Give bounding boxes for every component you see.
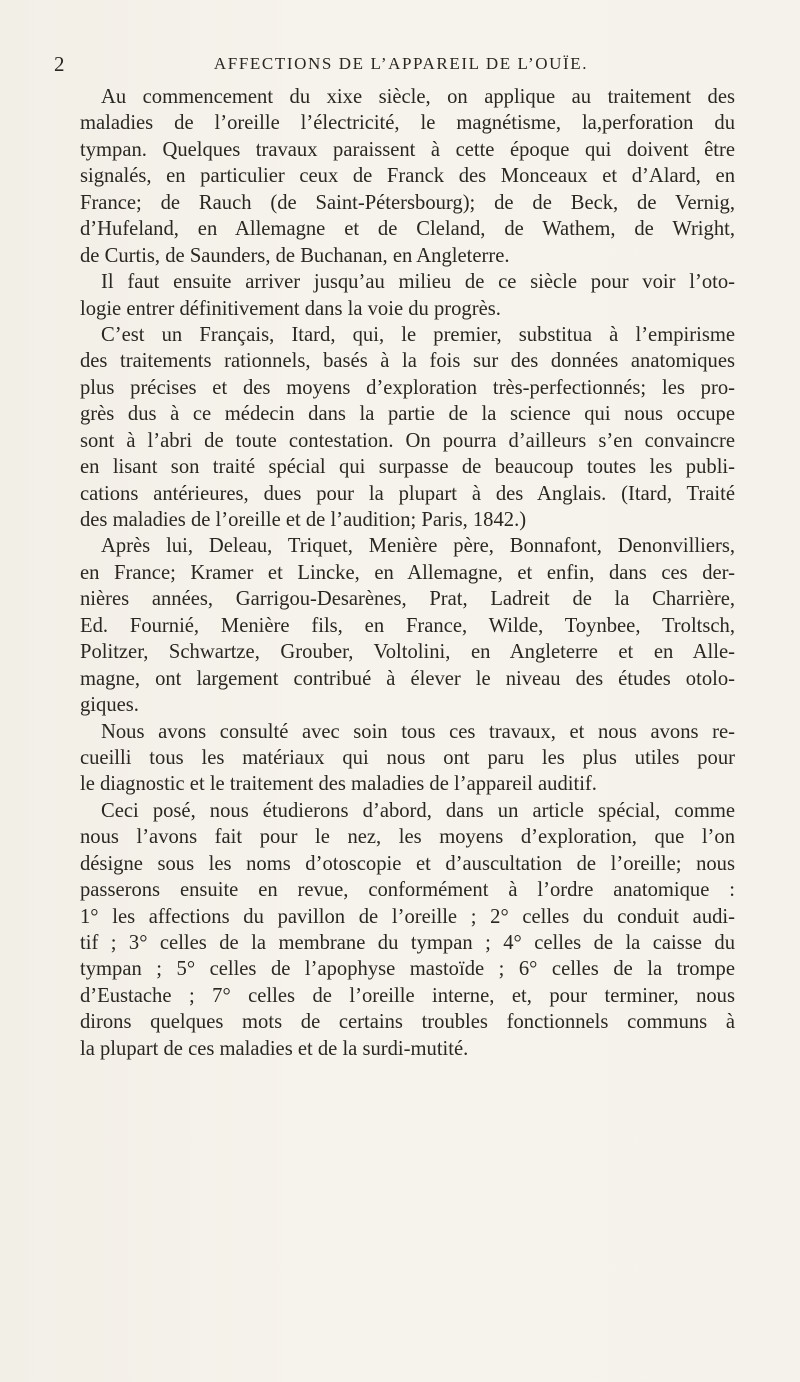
text-line: Au commencement du xixe siècle, on applique au traitement des [101, 86, 735, 108]
running-head [46, 52, 736, 76]
text-line: Politzer, Schwartze, Grouber, Voltolini, en Angleterre et en Alle- [80, 641, 735, 664]
text-line: de Curtis, de Saunders, de Buchanan, en Angleterre. [80, 244, 510, 267]
text-line: sont à l’abri de toute contestation. On pourra d’ailleurs s’en convaincre [80, 429, 735, 452]
text-line: tif ; 3° celles de la membrane du tympan ; 4° celles de la caisse du [80, 932, 735, 954]
text-line: des maladies de l’oreille et de l’audition; Paris, 1842.) [80, 509, 527, 531]
text-line: le diagnostic et le traitement des maladies de l’appareil auditif. [80, 773, 597, 796]
text-line: magne, ont largement contribué à élever le niveau des études otolo- [80, 667, 735, 690]
text-line: dirons quelques mots de certains troubles fonctionnels communs à [80, 1011, 735, 1034]
text-line: Après lui, Deleau, Triquet, Menière père, Bonnafont, Denonvilliers, [101, 535, 735, 558]
text-line: en lisant son traité spécial qui surpasse de beaucoup toutes les publi- [80, 456, 735, 479]
text-line: des traitements rationnels, basés à la fois sur des données anatomiques [80, 350, 735, 373]
text-line: désigne sous les noms d’otoscopie et d’auscultation de l’oreille; nous [80, 852, 735, 875]
text-line: maladies de l’oreille l’électricité, le magnétisme, la,perforation du [80, 112, 735, 135]
text-line: cueilli tous les matériaux qui nous ont paru les plus utiles pour [80, 746, 735, 769]
text-line: Il faut ensuite arriver jusqu’au milieu de ce siècle pour voir l’oto- [101, 271, 735, 294]
running-title: AFFECTIONS DE L’APPAREIL DE L’OUÏE. [213, 54, 589, 73]
body-text [80, 84, 735, 1062]
text-line: Ceci posé, nous étudierons d’abord, dans un article spécial, comme [101, 799, 735, 822]
text-line: en France; Kramer et Lincke, en Allemagne, et enfin, dans ces der- [80, 561, 735, 584]
text-line: nous l’avons fait pour le nez, les moyens d’exploration, que l’on [80, 826, 735, 849]
text-line: grès dus à ce médecin dans la partie de la science qui nous occupe [80, 403, 735, 426]
text-line: Nous avons consulté avec soin tous ces travaux, et nous avons re- [101, 720, 735, 743]
text-line: tympan. Quelques travaux paraissent à cette époque qui doivent être [80, 138, 735, 161]
text-line: signalés, en particulier ceux de Franck des Monceaux et d’Alard, en [80, 165, 735, 188]
text-line: 1° les affections du pavillon de l’oreille ; 2° celles du conduit audi- [80, 905, 735, 928]
text-line: C’est un Français, Itard, qui, le premier, substitua à l’empirisme [101, 323, 735, 346]
text-line: passerons ensuite en revue, conformément à l’ordre anatomique : [80, 879, 735, 902]
text-line: la plupart de ces maladies et de la surdi-mutité. [80, 1037, 469, 1060]
text-line: logie entrer définitivement dans la voie du progrès. [80, 297, 501, 320]
text-line: cations antérieures, dues pour la plupart à des Anglais. (Itard, Traité [80, 482, 735, 505]
page-number: 2 [54, 52, 65, 76]
text-line: Ed. Fournié, Menière fils, en France, Wilde, Toynbee, Troltsch, [80, 614, 735, 637]
text-line: d’Eustache ; 7° celles de l’oreille interne, et, pour terminer, nous [80, 984, 735, 1007]
text-line: giques. [80, 694, 139, 717]
text-line: tympan ; 5° celles de l’apophyse mastoïde ; 6° celles de la trompe [80, 958, 735, 981]
text-line: nières années, Garrigou-Desarènes, Prat, Ladreit de la Charrière, [80, 588, 735, 611]
text-line: d’Hufeland, en Allemagne et de Cleland, de Wathem, de Wright, [80, 218, 735, 241]
text-line: France; de Rauch (de Saint-Pétersbourg); de de Beck, de Vernig, [80, 191, 735, 214]
text-line: plus précises et des moyens d’exploration très-perfectionnés; les pro- [80, 376, 735, 399]
